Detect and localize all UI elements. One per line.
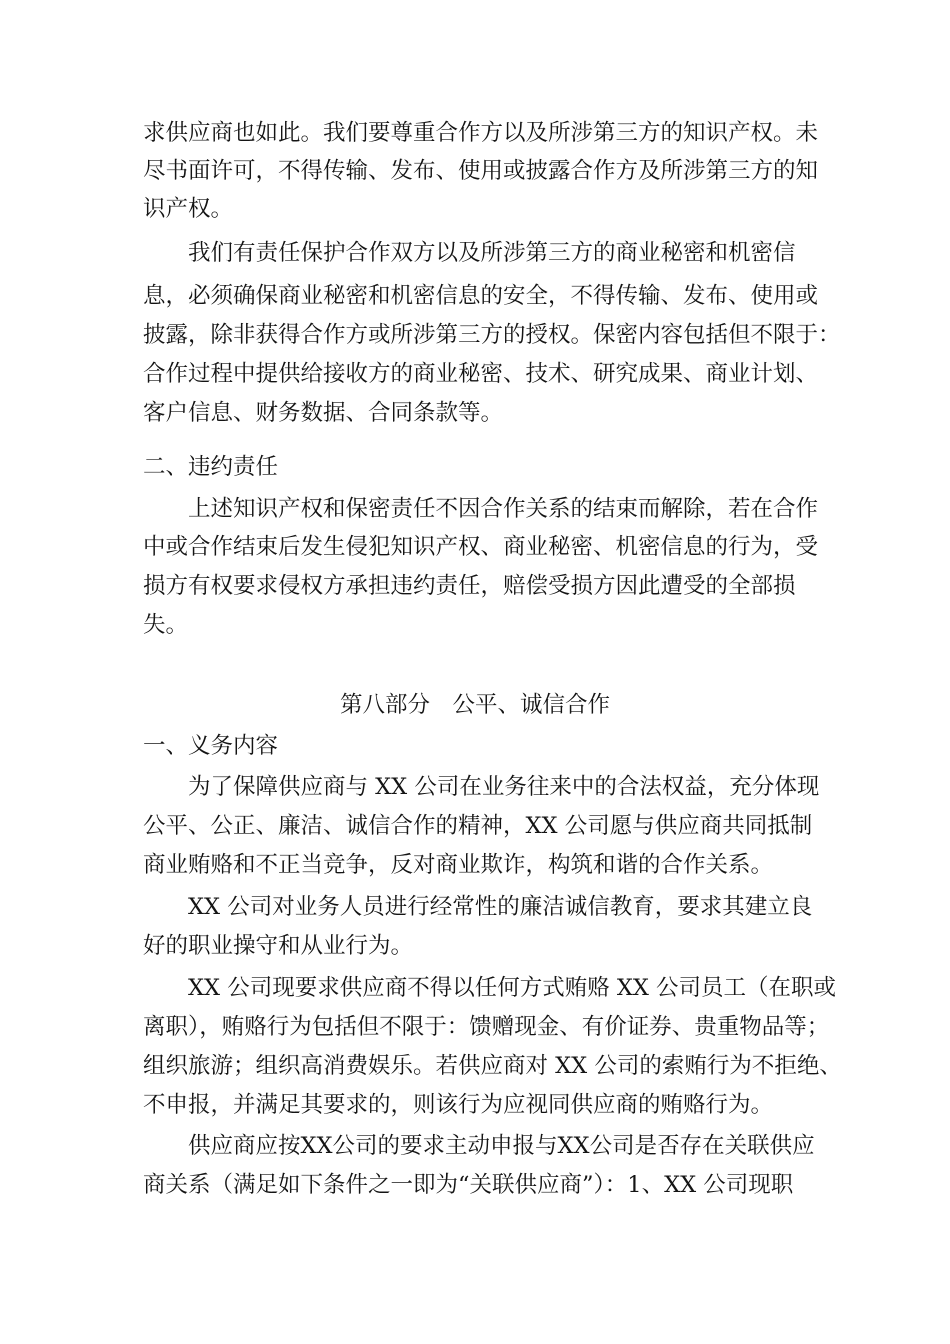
body-line: 识产权。 — [143, 196, 234, 222]
body-line: 不申报，并满足其要求的，则该行为应视同供应商的贿赂行为。 — [143, 1092, 774, 1118]
body-line: 息，必须确保商业秘密和机密信息的安全，不得传输、发布、使用或 — [143, 283, 819, 309]
body-line: 离职），贿赂行为包括但不限于：馈赠现金、有价证券、贵重物品等； — [143, 1014, 830, 1040]
body-line: 合作过程中提供给接收方的商业秘密、技术、研究成果、商业计划、 — [143, 361, 819, 387]
body-line: 供应商应按XX公司的要求主动申报与XX公司是否存在关联供应 — [188, 1133, 815, 1159]
body-line: 中或合作结束后发生侵犯知识产权、商业秘密、机密信息的行为，受 — [143, 534, 819, 560]
body-line: XX 公司现要求供应商不得以任何方式贿赂 XX 公司员工（在职或 — [188, 975, 837, 1001]
body-line: 损方有权要求侵权方承担违约责任，赔偿受损方因此遭受的全部损 — [143, 573, 796, 599]
part-title: 第八部分 公平、诚信合作 — [339, 692, 610, 718]
section-heading: 一、义务内容 — [143, 733, 279, 759]
body-line: 尽书面许可，不得传输、发布、使用或披露合作方及所涉第三方的知 — [143, 158, 819, 184]
body-line: 公平、公正、廉洁、诚信合作的精神，XX 公司愿与供应商共同抵制 — [143, 813, 813, 839]
body-line: 上述知识产权和保密责任不因合作关系的结束而解除，若在合作 — [188, 496, 819, 522]
body-line: XX 公司对业务人员进行经常性的廉洁诚信教育，要求其建立良 — [188, 894, 813, 920]
body-line: 我们有责任保护合作双方以及所涉第三方的商业秘密和机密信 — [188, 240, 796, 266]
body-line: 客户信息、财务数据、合同条款等。 — [143, 400, 504, 426]
section-heading: 二、违约责任 — [143, 454, 279, 480]
body-line: 商业贿赂和不正当竞争，反对商业欺诈，构筑和谐的合作关系。 — [143, 852, 774, 878]
body-line: 商关系（满足如下条件之一即为“关联供应商”）：1、XX 公司现职 — [143, 1172, 794, 1198]
body-line: 好的职业操守和从业行为。 — [143, 933, 414, 959]
body-line: 披露，除非获得合作方或所涉第三方的授权。保密内容包括但不限于： — [143, 322, 841, 348]
body-line: 失。 — [143, 612, 189, 638]
body-line: 为了保障供应商与 XX 公司在业务往来中的合法权益，充分体现 — [188, 774, 820, 800]
body-line: 组织旅游；组织高消费娱乐。若供应商对 XX 公司的索贿行为不拒绝、 — [143, 1053, 842, 1079]
body-line: 求供应商也如此。我们要尊重合作方以及所涉第三方的知识产权。未 — [143, 120, 819, 146]
